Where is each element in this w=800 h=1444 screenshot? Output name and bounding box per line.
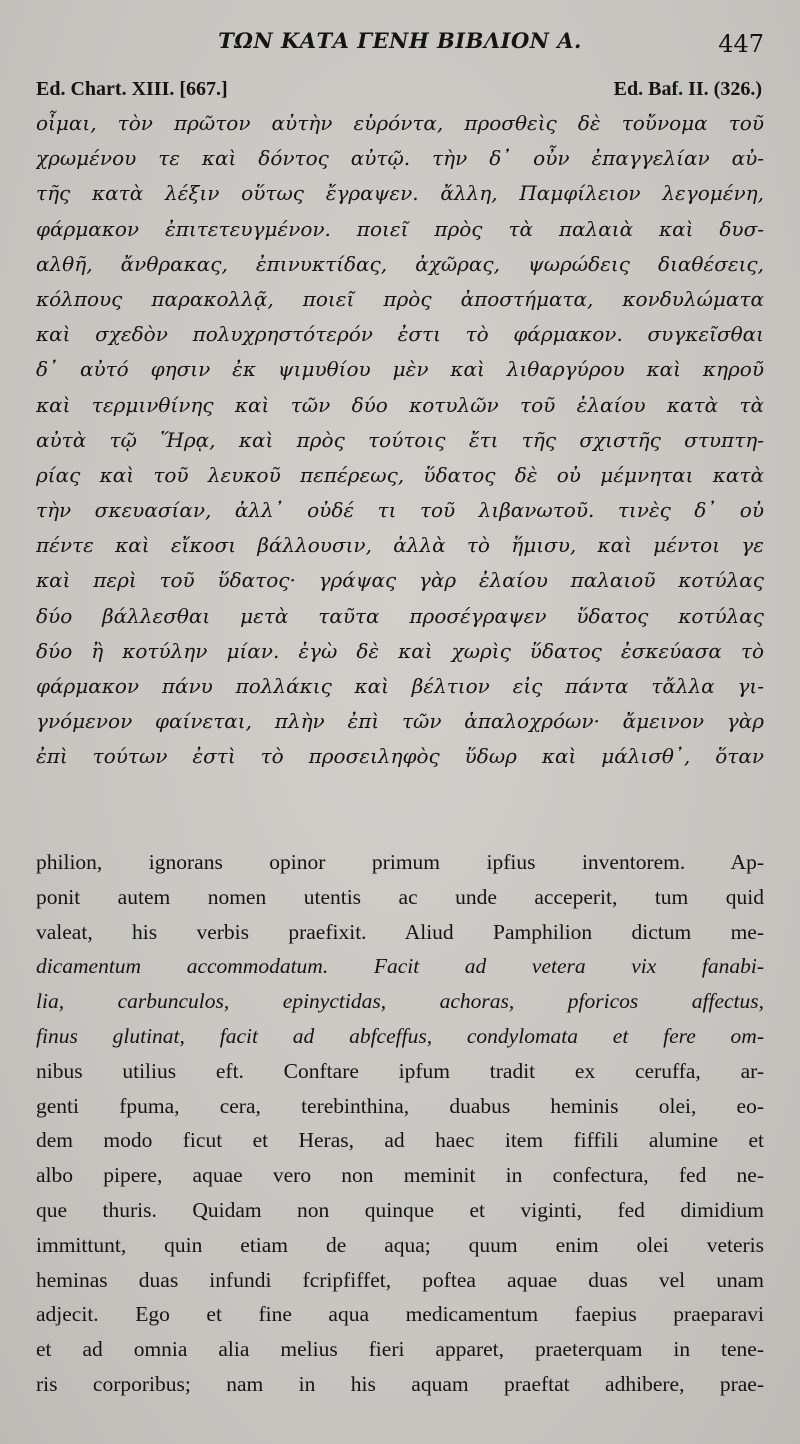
greek-line: φάρμακον πάνυ πολλάκις καὶ βέλτιον εἰς πάντα τἄλλα γι- bbox=[36, 674, 764, 698]
greek-line: οἶμαι, τὸν πρῶτον αὐτὴν εὑρόντα, προσθεὶς δὲ τοὔνομα τοῦ bbox=[36, 111, 764, 135]
latin-line: finus glutinat, facit ad abfceffus, condylomata et fere om- bbox=[36, 1023, 764, 1048]
greek-line: τῆς κατὰ λέξιν οὕτως ἔγραψεν. ἄλλη, Παμφίλειον λεγομένη, bbox=[36, 181, 764, 206]
running-title: ΤΩΝ ΚΑΤΑ ΓΕΝΗ ΒΙΒΛΙΟΝ Α. bbox=[218, 28, 582, 53]
greek-line: πέντε καὶ εἴκοσι βάλλουσιν, ἀλλὰ τὸ ἥμισυ, καὶ μέντοι γε bbox=[36, 533, 764, 558]
greek-line: δύο βάλλεσθαι μετὰ ταῦτα προσέγραψεν ὕδατος κοτύλας bbox=[36, 603, 764, 628]
latin-line: nibus utilius eft. Conftare ipfum tradit ex ceruffa, ar- bbox=[36, 1058, 764, 1083]
greek-line: ἐπὶ τούτων ἐστὶ τὸ προσειληφὸς ὕδωρ καὶ μάλισθ᾽, ὅταν bbox=[36, 744, 764, 769]
latin-line: et ad omnia alia melius fieri apparet, praeterquam in tene- bbox=[36, 1337, 764, 1362]
greek-line: καὶ περὶ τοῦ ὕδατος· γράψας γὰρ ἐλαίου παλαιοῦ κοτύλας bbox=[36, 568, 764, 593]
latin-line: philion, ignorans opinor primum ipfius inventorem. Ap- bbox=[36, 850, 764, 874]
greek-line: αλθῆ, ἄνθρακας, ἐπινυκτίδας, ἀχῶρας, ψωρώδεις διαθέσεις, bbox=[36, 251, 764, 276]
greek-text-block bbox=[36, 106, 764, 775]
greek-line: αὐτὰ τῷ Ἥρᾳ, καὶ πρὸς τούτοις ἔτι τῆς σχιστῆς στυπτη- bbox=[36, 427, 764, 452]
greek-line: καὶ σχεδὸν πολυχρηστότερόν ἐστι τὸ φάρμακον. συγκεῖσθαι bbox=[36, 322, 764, 347]
latin-text-block bbox=[36, 845, 764, 1402]
latin-line: valeat, his verbis praefixit. Aliud Pamphilion dictum me- bbox=[36, 919, 764, 944]
latin-line: ponit autem nomen utentis ac unde acceperit, tum quid bbox=[36, 884, 764, 909]
latin-line: dem modo ficut et Heras, ad haec item fiffili alumine et bbox=[36, 1128, 764, 1153]
latin-line: lia, carbunculos, epinyctidas, achoras, pforicos affectus, bbox=[36, 989, 764, 1014]
latin-line: que thuris. Quidam non quinque et viginti, fed dimidium bbox=[36, 1197, 764, 1222]
latin-line: ris corporibus; nam in his aquam praeftat adhibere, prae- bbox=[36, 1371, 764, 1396]
page-number: 447 bbox=[718, 30, 764, 58]
latin-line: immittunt, quin etiam de aqua; quum enim olei veteris bbox=[36, 1232, 764, 1257]
greek-line: γνόμενον φαίνεται, πλὴν ἐπὶ τῶν ἁπαλοχρόων· ἄμεινον γὰρ bbox=[36, 709, 764, 734]
edition-basel: Ed. Baf. II. (326.) bbox=[613, 78, 762, 100]
edition-line bbox=[36, 78, 762, 104]
latin-line: dicamentum accommodatum. Facit ad vetera vix fanabi- bbox=[36, 954, 764, 979]
greek-line: τὴν σκευασίαν, ἀλλ᾽ οὐδέ τι τοῦ λιβανωτοῦ. τινὲς δ᾽ οὐ bbox=[36, 498, 764, 523]
greek-line: καὶ τερμινθίνης καὶ τῶν δύο κοτυλῶν τοῦ ἐλαίου κατὰ τὰ bbox=[36, 392, 764, 417]
greek-line: ρίας καὶ τοῦ λευκοῦ πεπέρεως, ὕδατος δὲ οὐ μέμνηται κατὰ bbox=[36, 462, 764, 487]
edition-chartier: Ed. Chart. XIII. [667.] bbox=[36, 78, 228, 100]
latin-line: heminas duas infundi fcripfiffet, poftea aquae duas vel unam bbox=[36, 1267, 764, 1292]
latin-line: albo pipere, aquae vero non meminit in confectura, fed ne- bbox=[36, 1163, 764, 1188]
greek-line: δ᾽ αὐτό φησιν ἐκ ψιμυθίου μὲν καὶ λιθαργύρου καὶ κηροῦ bbox=[36, 357, 764, 382]
greek-line: δύο ἢ κοτύλην μίαν. ἐγὼ δὲ καὶ χωρὶς ὕδατος ἐσκεύασα τὸ bbox=[36, 638, 764, 663]
latin-line: genti fpuma, cera, terebinthina, duabus heminis olei, eo- bbox=[36, 1093, 764, 1118]
greek-line: φάρμακον ἐπιτετευγμένον. ποιεῖ πρὸς τὰ παλαιὰ καὶ δυσ- bbox=[36, 216, 764, 241]
greek-line: χρωμένου τε καὶ δόντος αὐτῷ. τὴν δ᾽ οὖν ἐπαγγελίαν αὐ- bbox=[36, 146, 764, 171]
greek-line: κόλπους παρακολλᾷ, ποιεῖ πρὸς ἀποστήματα, κονδυλώματα bbox=[36, 286, 764, 311]
latin-line: adjecit. Ego et fine aqua medicamentum faepius praeparavi bbox=[36, 1302, 764, 1327]
